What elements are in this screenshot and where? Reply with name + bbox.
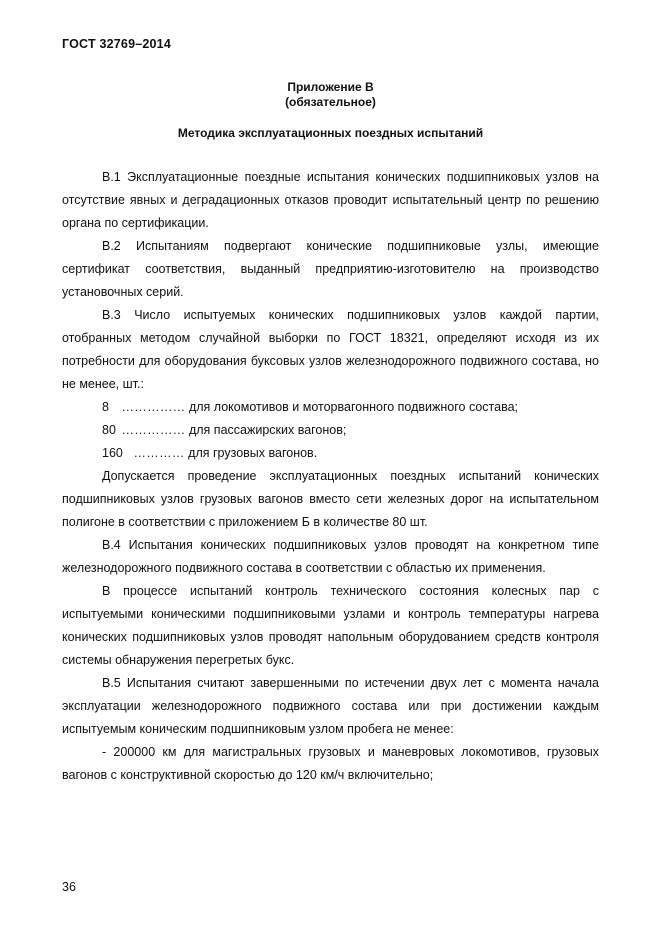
paragraph-b2: В.2 Испытаниям подвергают конические подшипниковые узлы, имеющие сертификат соответствия, выданный предприятию-изготовителю на производство установочных серий. [62,239,599,299]
document-body [62,166,599,787]
quantity-item [62,419,599,442]
paragraph-b1: В.1 Эксплуатационные поездные испытания конических подшипниковых узлов на отсутствие явных и деградационных отказов проводит испытательный центр по решению органа по сертификации. [62,170,599,230]
quantity-number: 160 [102,446,123,460]
quantity-text: для пассажирских вагонов; [188,423,347,437]
quantity-item [62,396,599,419]
appendix-status: (обязательное) [285,95,376,109]
page-number: 36 [62,880,76,894]
quantity-leader: …………… [121,400,186,414]
appendix-title: Приложение В [287,80,374,94]
paragraph-b3: В.3 Число испытуемых конических подшипниковых узлов каждой партии, отобранных методом случайной выборки по ГОСТ 18321, определяют исходя из их потребности для оборудования буксовых узлов железнодорожного подвижного состава, но не менее, шт.: [62,308,599,391]
quantity-number: 80 [102,423,116,437]
paragraph-b5: В.5 Испытания считают завершенными по истечении двух лет с момента начала эксплуатации железнодорожного подвижного состава или при достижении каждым испытуемым коническим подшипниковым узлом пробега не менее: [62,676,599,736]
quantity-leader: ………… [133,446,185,460]
quantity-number: 8 [102,400,109,414]
appendix-subtitle: Методика эксплуатационных поездных испытаний [177,126,484,140]
paragraph-permission: Допускается проведение эксплуатационных поездных испытаний конических подшипниковых узлов грузовых вагонов вместо сети железных дорог на испытательном полигоне в соответствии с приложением Б в количестве 80 шт. [62,469,599,529]
quantity-text: для грузовых вагонов. [188,446,318,460]
paragraph-monitoring: В процессе испытаний контроль технического состояния колесных пар с испытуемыми коническими подшипниковыми узлами и контроль температуры нагрева конических подшипниковых узлов проводят напольным оборудованием средств контроля системы обнаружения перегретых букс. [62,584,599,667]
quantity-leader: …………… [121,423,186,437]
quantity-text: для локомотивов и моторвагонного подвижного состава; [188,400,519,414]
standard-number: ГОСТ 32769–2014 [62,37,171,51]
quantity-item [62,442,599,465]
paragraph-b4: В.4 Испытания конических подшипниковых узлов проводят на конкретном типе железнодорожного подвижного состава в соответствии с областью их применения. [62,538,599,575]
paragraph-list-item: - 200000 км для магистральных грузовых и маневровых локомотивов, грузовых вагонов с конструктивной скоростью до 120 км/ч включительно; [62,745,599,782]
